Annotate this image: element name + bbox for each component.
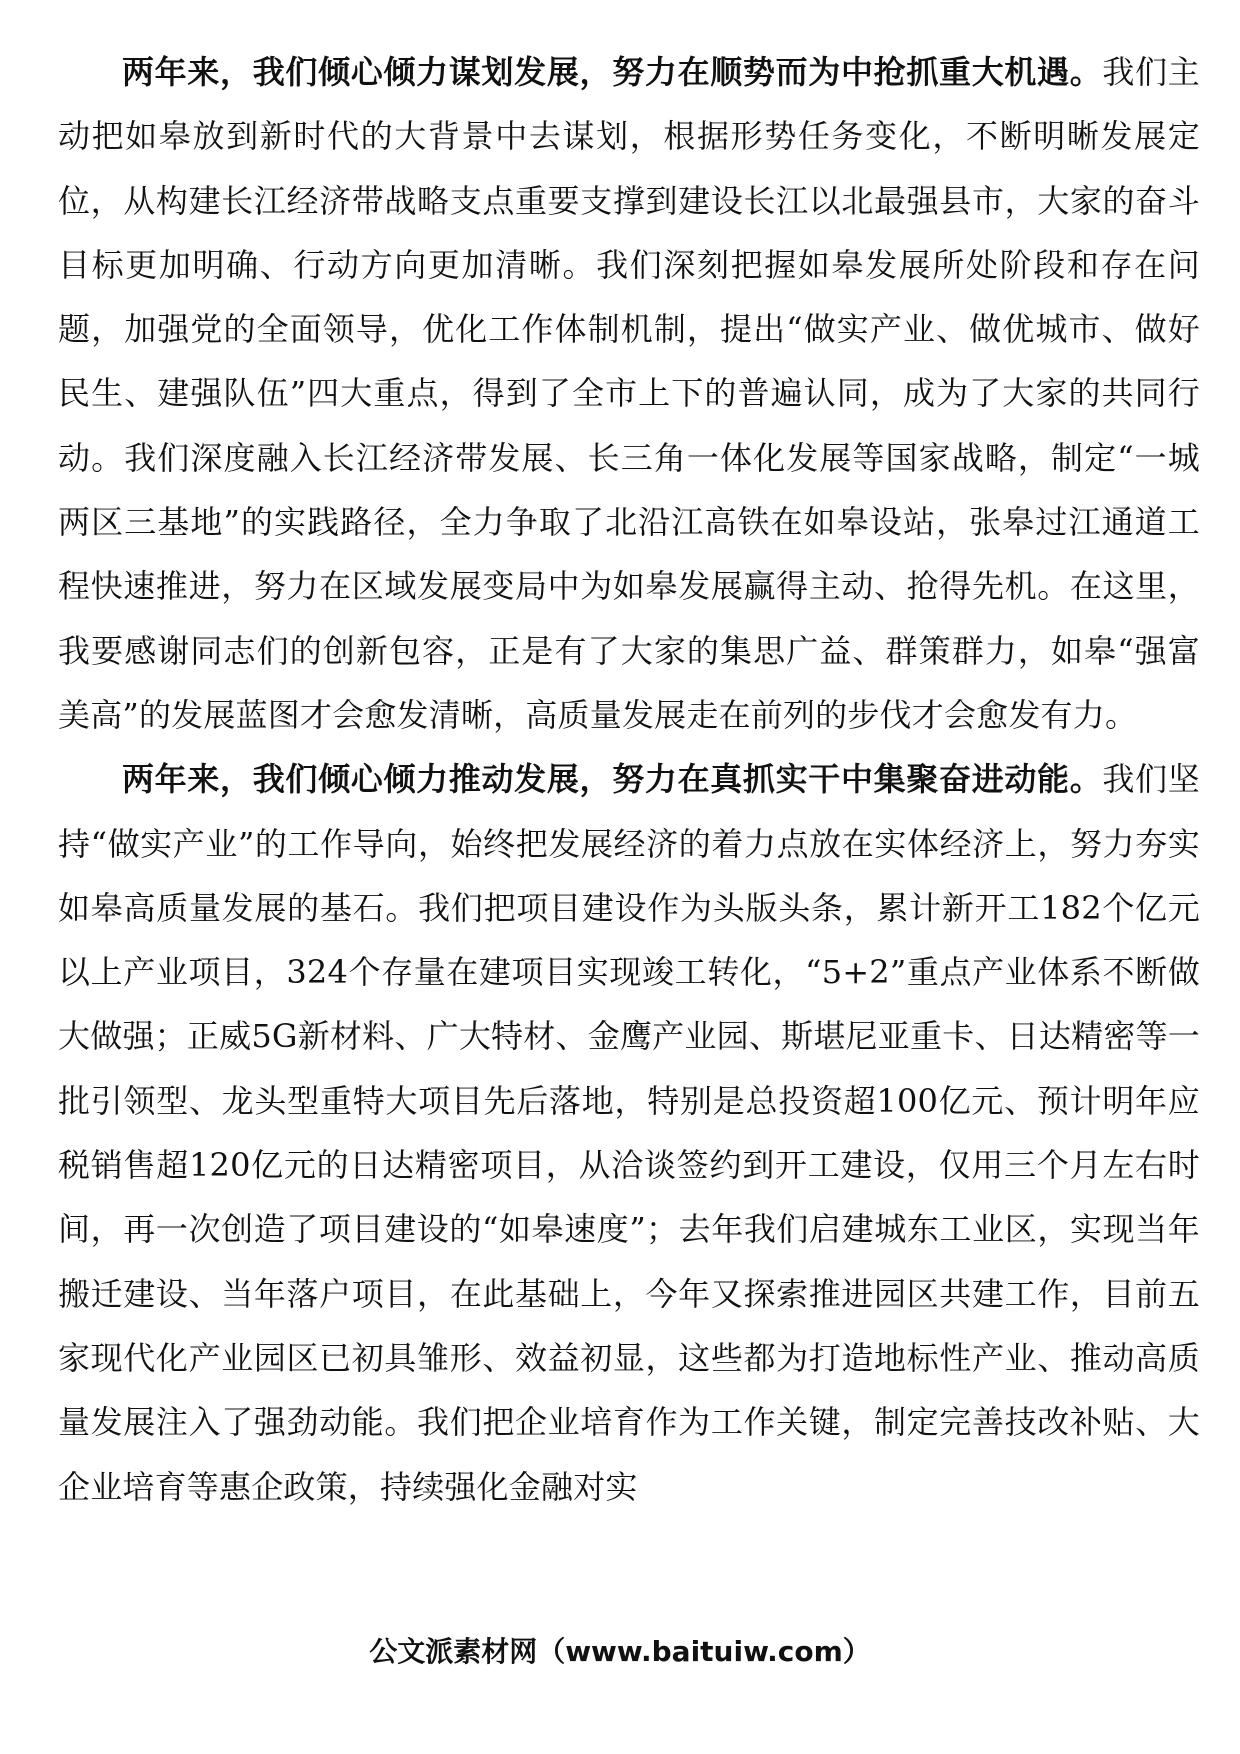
paragraph-1: [58, 40, 1200, 747]
paragraph-2: [58, 747, 1200, 1519]
paragraph-2-lead: 两年来，我们倾心倾力推动发展，努力在真抓实干中集聚奋进动能。: [122, 760, 1103, 799]
paragraph-1-body: 我们主动把如皋放到新时代的大背景中去谋划，根据形势任务变化，不断明晰发展定位，从构建长江经济带战略支点重要支撑到建设长江以北最强县市，大家的奋斗目标更加明确、行动方向更加清晰。我们深刻把握如皋发展所处阶段和存在问题，加强党的全面领导，优化工作体制机制，提出“做实产业、做优城市、做好民生、建强队伍”四大重点，得到了全市上下的普遍认同，成为了大家的共同行动。我们深度融入长江经济带发展、长三角一体化发展等国家战略，制定“一城两区三基地”的实践路径，全力争取了北沿江高铁在如皋设站，张皋过江通道工程快速推进，努力在区域发展变局中为如皋发展赢得主动、抢得先机。在这里，我要感谢同志们的创新包容，正是有了大家的集思广益、群策群力，如皋“强富美高”的发展蓝图才会愈发清晰，高质量发展走在前列的步伐才会愈发有力。: [58, 53, 1200, 734]
footer-watermark: 公文派素材网（www.baituiw.com）: [369, 1635, 871, 1668]
paragraph-1-lead: 两年来，我们倾心倾力谋划发展，努力在顺势而为中抢抓重大机遇。: [122, 53, 1103, 91]
paragraph-2-body: 我们坚持“做实产业”的工作导向，始终把发展经济的着力点放在实体经济上，努力夯实如皋高质量发展的基石。我们把项目建设作为头版头条，累计新开工182个亿元以上产业项目，324个存量在建项目实现竣工转化，“5+2”重点产业体系不断做大做强；正威5G新材料、广大特材、金鹰产业园、斯堪尼亚重卡、日达精密等一批引领型、龙头型重特大项目先后落地，特别是总投资超100亿元、预计明年应税销售超120亿元的日达精密项目，从洽谈签约到开工建设，仅用三个月左右时间，再一次创造了项目建设的“如皋速度”；去年我们启建城东工业区，实现当年搬迁建设、当年落户项目，在此基础上，今年又探索推进园区共建工作，目前五家现代化产业园区已初具雏形、效益初显，这些都为打造地标性产业、推动高质量发展注入了强劲动能。我们把企业培育作为工作关键，制定完善技改补贴、大企业培育等惠企政策，持续强化金融对实: [58, 760, 1200, 1506]
document-page: [58, 40, 1200, 1640]
